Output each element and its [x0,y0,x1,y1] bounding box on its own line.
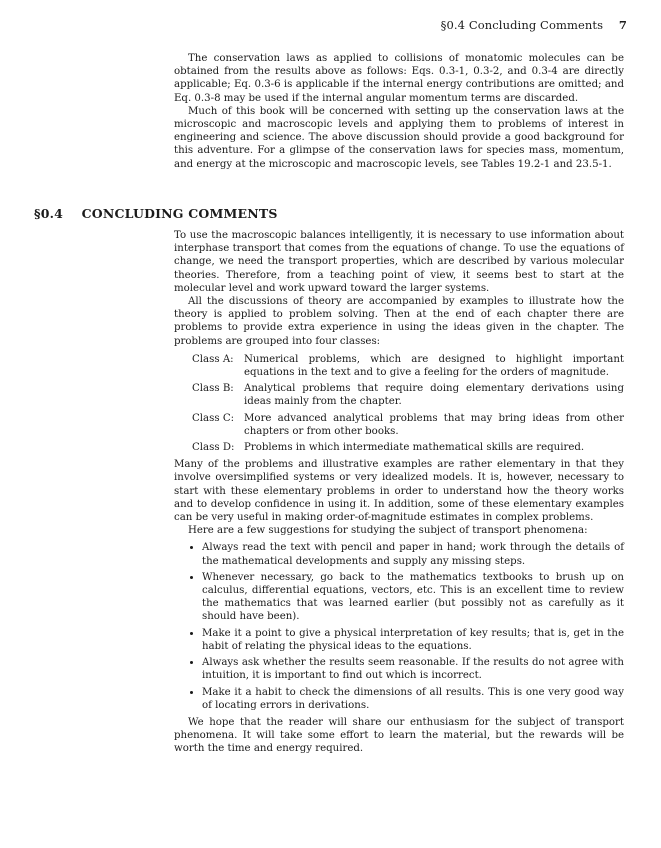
paragraph: Here are a few suggestions for studying the subject of transport phenomena: [188,525,588,537]
class-label: Class A: [192,353,234,365]
problem-class-item [192,412,624,438]
section-body [174,229,624,756]
suggestion-item: • Always read the text with pencil and paper in hand; work through the details of the mathematical developments and supply any missing steps. [202,541,624,567]
paragraph: All the discussions of theory are accompanied by examples to illustrate how the theory is applied to problem solving. Then at the end of each chapter there are problems to provide extra experience in using the ideas given in the chapter. The problems are grouped into four classes: [174,296,624,347]
page-number: 7 [618,18,627,32]
paragraph: Many of the problems and illustrative examples are rather elementary in that they involve oversimplified systems or very idealized models. It is, however, necessary to start with these elementary problems in order to understand how the theory works and to develop confidence in using it. In addition, some of these elementary examples can be very useful in making order-of-magnitude estimates in complex problems. [174,459,624,524]
suggestion-item: • Whenever necessary, go back to the mathematics textbooks to brush up on calculus, differential equations, vectors, etc. This is an excellent time to review the mathematics that was learned earlier (but possibly not as carefully as it should have been). [202,571,624,624]
top-text-block [174,52,624,171]
class-description: Numerical problems, which are designed to highlight important equations in the text and to give a feeling for the orders of magnitude. [244,353,624,379]
section-heading [34,206,278,221]
suggestion-item: • Make it a point to give a physical interpretation of key results; that is, get in the habit of relating the physical ideas to the equations. [202,627,624,653]
problem-class-item [192,441,624,454]
section-number: §0.4 [34,206,64,221]
paragraph: Much of this book will be concerned with setting up the conservation laws at the microscopic and macroscopic levels and applying them to problems of interest in engineering and science. The above discussion should provide a good background for this adventure. For a glimpse of the conservation laws for species mass, momentum, and energy at the microscopic and macroscopic levels, see Tables 19.2-1 and 23.5-1. [174,105,624,170]
suggestion-item: • Always ask whether the results seem reasonable. If the results do not agree with intuition, it is important to find out which is incorrect. [202,656,624,682]
class-label: Class B: [192,383,234,395]
section-title: CONCLUDING COMMENTS [81,206,278,221]
problem-classes-list [192,353,624,454]
problem-class-item [192,382,624,408]
class-label: Class D: [192,442,235,454]
class-description: Problems in which intermediate mathematical skills are required. [244,442,585,454]
class-description: Analytical problems that require doing elementary derivations using ideas mainly from the chapter. [244,383,624,408]
paragraph: The conservation laws as applied to collisions of monatomic molecules can be obtained from the results above as follows: Eqs. 0.3-1, 0.3-2, and 0.3-4 are directly applicable; Eq. 0.3-6 is applicable if the internal energy contributions are omitted; and Eq. 0.3-8 may be used if the internal angular momentum terms are discarded. [174,53,624,104]
paragraph: We hope that the reader will share our enthusiasm for the subject of transport phenomena. It will take some effort to learn the material, but the rewards will be worth the time and energy required. [174,716,624,755]
header-title: Concluding Comments [468,18,604,32]
header-section: §0.4 [440,18,466,32]
paragraph: To use the macroscopic balances intelligently, it is necessary to use information about interphase transport that comes from the equations of change. To use the equations of change, we need the transport properties, which are described by various molecular theories. Therefore, from a teaching point of view, it seems best to start at the molecular level and work upward toward the larger systems. [174,230,624,294]
class-label: Class C: [192,412,235,424]
running-header [441,18,627,32]
suggestion-item: • Make it a habit to check the dimensions of all results. This is one very good way of locating errors in derivations. [202,686,624,712]
suggestions-list [174,541,624,711]
class-description: More advanced analytical problems that may bring ideas from other chapters or from other books. [244,412,624,437]
problem-class-item [192,353,624,379]
